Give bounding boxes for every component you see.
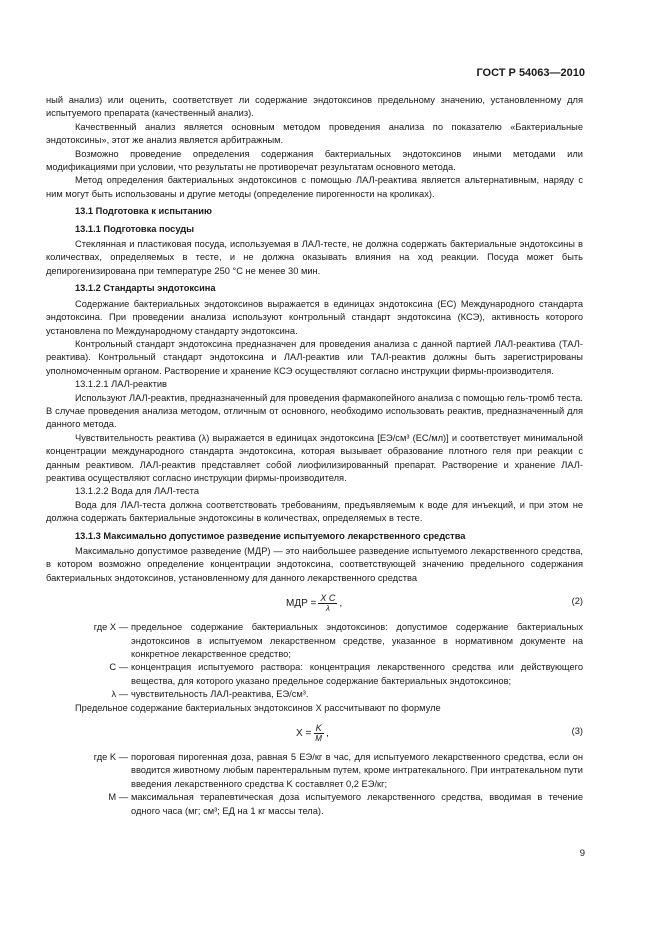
section-heading: 13.1 Подготовка к испытанию	[75, 206, 212, 217]
paragraph: ный анализ) или оценить, соответствует ли содержание эндотоксинов предельному значению, установленному для испытуемого препарата (качественный анализ).	[46, 95, 583, 119]
definition-text: чувствительность ЛАЛ-реактива, ЕЭ/см³.	[131, 689, 309, 700]
subsection-heading: 13.1.3 Максимально допустимое разведение испытуемого лекарственного средства	[75, 530, 466, 541]
paragraph: Используют ЛАЛ-реактив, предназначенный для проведения фармакопейного анализа с помощью гель-тромб теста. В случае проведения анализа методом, отличным от основного, необходимо использовать реактив, предназначенный для данного метода.	[46, 392, 583, 430]
fraction	[313, 723, 324, 744]
definition-term: λ —	[111, 689, 128, 700]
definition-term: где X —	[93, 622, 128, 633]
definition-item	[46, 621, 583, 661]
formula-expression	[296, 723, 329, 744]
definition-text: концентрация испытуемого раствора: концентрация лекарственного средства или действующего вещества, для которого указано предельное содержание бактериальных эндотоксинов;	[131, 662, 583, 686]
equation-number: (2)	[571, 596, 583, 607]
page-number: 9	[579, 848, 585, 859]
definition-term: где K —	[93, 752, 128, 763]
paragraph: Содержание бактериальных эндотоксинов выражается в единицах эндотоксина (ЕС) Международного стандарта эндотоксина. При проведении анализа используют контрольный стандарт эндотоксина (КСЭ), активность которого установлена по Международному стандарту эндотоксина.	[46, 298, 583, 336]
definition-item	[46, 751, 583, 791]
fraction-numerator: K	[315, 723, 322, 734]
paragraph: Возможно проведение определения содержания бактериальных эндотоксинов иными методами или модификациями при условии, что результаты не противоречат результатам основного метода.	[46, 148, 583, 173]
paragraph: Предельное содержание бактериальных эндотоксинов X рассчитывают по формуле	[75, 702, 441, 713]
definition-item	[46, 791, 583, 818]
paragraph: Вода для ЛАЛ-теста должна соответствовать требованиям, предъявляемым к воде для инъекций, и при этом не должна содержать бактериальные эндотоксины в количествах, определяемых в тесте.	[46, 499, 583, 524]
definition-item	[46, 688, 583, 701]
definitions-list	[46, 621, 583, 701]
definition-text: максимальная терапевтическая доза испытуемого лекарственного средства, вводимая в течение одного часа (мг; см³; ЕД на 1 кг массы тела).	[131, 792, 583, 816]
formula-2	[46, 589, 583, 619]
subsection-heading: 13.1.2 Стандарты эндотоксина	[75, 283, 216, 294]
equation-number: (3)	[571, 726, 583, 737]
formula-expression	[286, 593, 342, 614]
paragraph: Контрольный стандарт эндотоксина предназначен для проведения анализа с данной партией ЛАЛ-реактива (ТАЛ-реактива). Контрольный стандарт эндотоксина и ЛАЛ-реактив или ТАЛ-реактив должны быть зарегистрированы уполномоченным органом. Растворение и хранение КСЭ осуществляют согласно инструкции фирмы-производителя.	[46, 338, 583, 376]
formula-tail: ,	[339, 598, 343, 610]
definition-item	[46, 661, 583, 688]
fraction	[318, 593, 337, 614]
subsection-heading: 13.1.1 Подготовка посуды	[75, 223, 195, 234]
paragraph: Метод определения бактериальных эндотоксинов с помощью ЛАЛ-реактива является альтернативным, наряду с ним могут быть использованы и другие методы (определение пирогенности на кроликах).	[46, 175, 583, 199]
document-header: ГОСТ Р 54063—2010	[476, 67, 585, 79]
formula-tail: ,	[325, 727, 329, 739]
paragraph: Чувствительность реактива (λ) выражается в единицах эндотоксина [ЕЭ/см³ (ЕС/мл)] и соответствует минимальной концентрации международного стандарта эндотоксина, которая вызывает образование плотного геля при реакции с данным реактивом. ЛАЛ-реактив представляет собой лиофилизированный препарат. Растворение и хранение ЛАЛ-реактива осуществляют согласно инструкции фирмы-производителя.	[46, 432, 583, 483]
document-body	[46, 94, 583, 818]
paragraph: Максимально допустимое разведение (МДР) — это наибольшее разведение испытуемого лекарственного средства, в котором возможно определение концентрации эндотоксина, соответствующей значению предельного содержания бактериальных эндотоксинов, установленному для данного лекарственного средства	[46, 546, 583, 583]
fraction-denominator: M	[315, 734, 322, 744]
definitions-list	[46, 751, 583, 818]
fraction-denominator: λ	[325, 604, 330, 614]
formula-lhs: X =	[296, 727, 312, 739]
definition-term: M —	[108, 792, 128, 803]
fraction-numerator: X C	[320, 593, 336, 604]
definition-text: предельное содержание бактериальных эндотоксинов: допустимое содержание бактериальных эндотоксинов в испытуемом лекарственном средстве, указанное в нормативном документе на конкретное лекарственное средство;	[131, 622, 583, 660]
paragraph: Качественный анализ является основным методом проведения анализа по показателю «Бактериальные эндотоксины», этот же анализ является арбитражным.	[46, 121, 583, 146]
clause-heading: 13.1.2.2 Вода для ЛАЛ-теста	[75, 486, 199, 497]
definition-text: пороговая пирогенная доза, равная 5 ЕЭ/кг в час, для испытуемого лекарственного средства, если он вводится животному любым парентеральным путем, кроме интратекального. При интратекальном пути введения лекарственного средства K составляет 0,2 ЕЭ/кг;	[131, 752, 583, 789]
paragraph: Стеклянная и пластиковая посуда, используемая в ЛАЛ-тесте, не должна содержать бактериальные эндотоксины в количествах, определяемых в тесте, и не должна оказывать влияния на ход реакции. Посуда может быть депирогенизирована при температуре 250 °С не менее 30 мин.	[46, 239, 583, 276]
formula-lhs: МДР =	[286, 598, 317, 610]
clause-heading: 13.1.2.1 ЛАЛ-реактив	[75, 379, 167, 390]
formula-3	[46, 719, 583, 749]
definition-term: C —	[109, 662, 128, 673]
